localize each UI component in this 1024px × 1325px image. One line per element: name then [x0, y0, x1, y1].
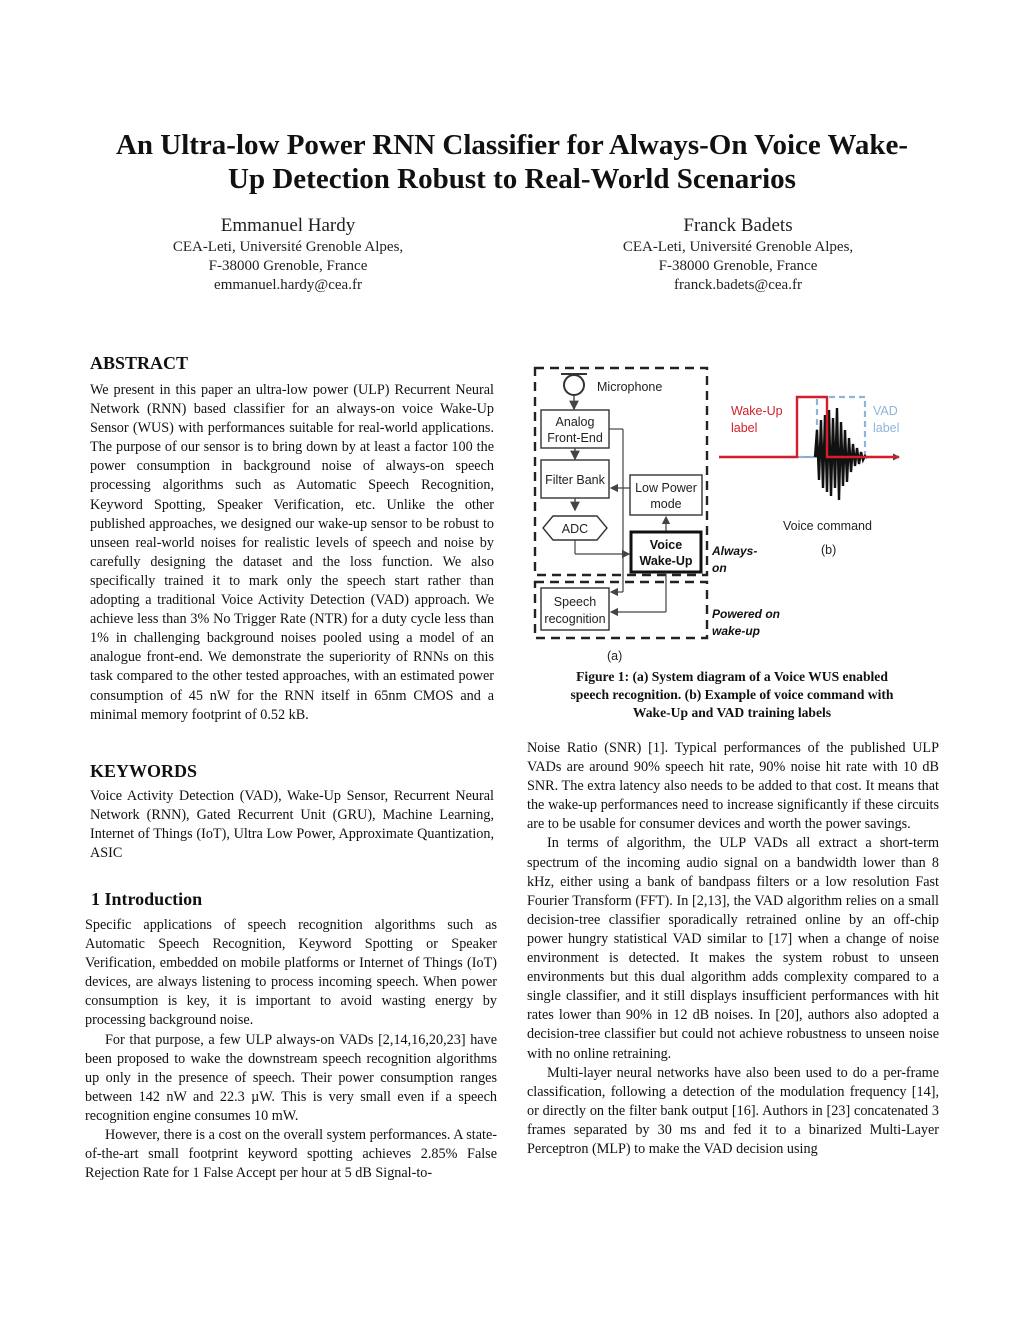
label-analog: Analog — [555, 415, 595, 429]
figure-1 — [527, 360, 939, 665]
intro-paragraph-1: Specific applications of speech recognition algorithms such as Automatic Speech Recognition, Keyword Spotting or Speaker Verification, embedded on mobile platforms or Internet of Things (IoT) devices, are always listening to process incoming speech. When power consumption is key, it is important to avoid wasting energy by processing background noise. — [85, 917, 497, 1029]
label-low-power: Low Power — [635, 481, 697, 495]
label-recognition: recognition — [544, 612, 606, 626]
author-email[interactable]: emmanuel.hardy@cea.fr — [214, 277, 362, 293]
author-block-2 — [558, 214, 918, 295]
label-vad-blue-2: label — [873, 421, 900, 435]
label-always: Always- — [712, 544, 758, 558]
waveform-panel — [719, 397, 899, 557]
caption-line-1: Figure 1: (a) System diagram of a Voice WUS enabled — [576, 669, 888, 684]
right-column-text — [527, 739, 939, 1159]
caption-line-3: Wake-Up and VAD training labels — [632, 705, 832, 720]
author-name: Emmanuel Hardy — [220, 215, 356, 236]
author-address: F-38000 Grenoble, France — [658, 258, 818, 274]
author-address: F-38000 Grenoble, France — [208, 258, 368, 274]
caption-line-2: speech recognition. (b) Example of voice command with — [570, 687, 894, 702]
label-powered-on: Powered on — [712, 607, 781, 621]
label-vad-blue: VAD — [873, 404, 898, 418]
label-speech: Speech — [553, 595, 597, 609]
label-sub-a: (a) — [607, 649, 623, 663]
keywords-section — [90, 760, 494, 863]
right-paragraph-2: In terms of algorithm, the ULP VADs all extract a short-term spectrum of the incoming audio signal on a bandwidth lower than 8 kHz, either using a bank of bandpass filters or a low resolution Fast Fourier Transform (FFT). In [2,13], the VAD algorithm relies on a small decision-tree classifier sporadically retrained online by an off-chip power hungry statistical VAD similar to [17] when a change of noise environment is detected. It makes the system robust to unseen environments but this dual algorithm adds complexity compared to a single classifier, and it still displays insufficient performances with hit rates lower than 90% in 12 dB noises. In [20], authors also adopted a decision-tree classifier but could not achieve robustness to unseen noise with no online retraining. — [527, 835, 939, 1062]
label-voice: Voice — [649, 538, 683, 552]
right-paragraph-3: Multi-layer neural networks have also been used to do a per-frame classification, following a detection of the modulation frequency [14], or directly on the filter bank output [16]. Authors in [23] concatenated 3 frames separated by 30 ms and fed it to a binarized Multi-Layer Perceptron (MLP) to make the VAD decision using — [527, 1064, 939, 1157]
label-sub-b: (b) — [821, 543, 837, 557]
title-line-2: Up Detection Robust to Real-World Scenarios — [228, 163, 796, 195]
keywords-text: Voice Activity Detection (VAD), Wake-Up Sensor, Recurrent Neural Network (RNN), Gated Recurrent Unit (GRU), Machine Learning, Internet of Things (IoT), Ultra Low Power, Approximate Quantization, ASIC — [90, 788, 494, 861]
abstract-text: We present in this paper an ultra-low power (ULP) Recurrent Neural Network (RNN) based classifier for an always-on voice Wake-Up Sensor (WUS) with performances suitable for real-world applications. The purpose of our sensor is to bring down by at least a factor 100 the power consumption in background noise of always-on speech processing algorithms such as Automatic Speech Recognition, Keyword Spotting, Speaker Verification, etc. Unlike the other published approaches, we designed our wake-up sensor to be robust to unseen real-world noises for realistic levels of speech and noise by carefully designing the dataset and the loss function. We also specifically trained it to mark only the speech start rather than adopting a traditional Voice Activity Detection (VAD) approach. We achieve less than 3% No Trigger Rate (NTR) for a duty cycle less than 1% in challenging background noises pooled using a model of an analogue front-end. We demonstrate the superiority of RNNs on this task compared to the other tested approaches, with an estimated power consumption of 45 nW for the RNN itself in 65nm CMOS and a minimal memory footprint of 0.52 kB. — [90, 382, 494, 723]
author-email[interactable]: franck.badets@cea.fr — [674, 277, 802, 293]
label-adc: ADC — [561, 522, 589, 536]
label-wake-up-red-2: label — [731, 421, 758, 435]
figure-1-diagram — [527, 360, 939, 665]
label-on: on — [712, 561, 727, 575]
author-affiliation: CEA-Leti, Université Grenoble Alpes, — [622, 239, 854, 255]
label-wake-up-red: Wake-Up — [731, 404, 783, 418]
keywords-heading: KEYWORDS — [90, 761, 198, 781]
abstract-heading: ABSTRACT — [90, 353, 189, 373]
introduction-section — [85, 888, 497, 1183]
label-wake-up: Wake-Up — [639, 554, 693, 568]
author-block-1 — [108, 214, 468, 295]
paper-title — [0, 128, 1024, 196]
microphone-icon — [561, 374, 587, 395]
title-line-1: An Ultra-low Power RNN Classifier for Always-On Voice Wake- — [115, 129, 909, 161]
label-voice-command: Voice command — [783, 519, 872, 533]
label-front-end: Front-End — [547, 431, 603, 445]
figure-caption — [536, 668, 928, 722]
author-name: Franck Badets — [683, 215, 793, 236]
label-filter-bank: Filter Bank — [545, 473, 605, 487]
intro-paragraph-2: For that purpose, a few ULP always-on VADs [2,14,16,20,23] have been proposed to wake the downstream speech recognition algorithms up only in the presence of speech. Their power consumption ranges between 142 nW and 22.3 µW. This is very small even if a speech recognition engine consumes 10 mW. — [85, 1031, 497, 1124]
introduction-heading: 1 Introduction — [91, 889, 203, 909]
intro-paragraph-3: However, there is a cost on the overall system performances. A state-of-the-art small footprint keyword spotting achieves 2.85% False Rejection Rate for 1 False Accept per hour at 5 dB Signal-to- — [85, 1127, 497, 1182]
voice-waveform — [815, 408, 867, 500]
abstract-section — [90, 352, 494, 725]
label-microphone: Microphone — [597, 380, 663, 394]
label-mode: mode — [650, 497, 682, 511]
label-wake-up-region: wake-up — [712, 624, 761, 638]
author-affiliation: CEA-Leti, Université Grenoble Alpes, — [172, 239, 404, 255]
right-paragraph-1: Noise Ratio (SNR) [1]. Typical performances of the published ULP VADs are around 90% speech hit rate, 90% noise hit rate with 10 dB SNR. The extra latency also needs to be added to that cost. It means that the wake-up performances need to increase significantly if these circuits are to be usable for consumer devices and worth the power savings. — [527, 740, 939, 833]
